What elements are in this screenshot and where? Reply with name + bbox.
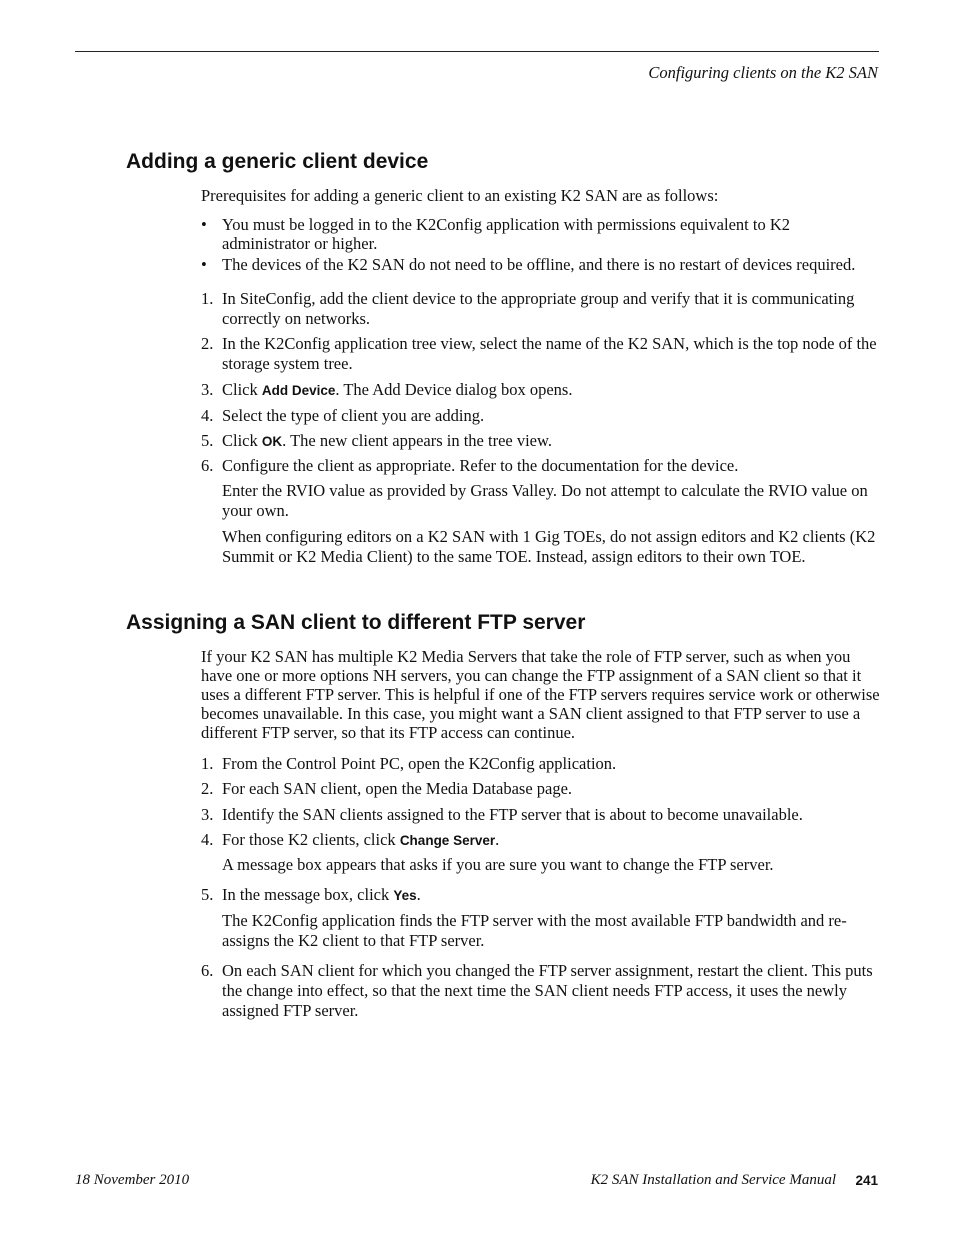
ui-label-yes: Yes — [393, 888, 417, 903]
step-text: Select the type of client you are adding. — [222, 406, 485, 425]
step-number: 5. — [201, 431, 214, 450]
step-text-post: . The new client appears in the tree view. — [282, 431, 552, 450]
step-note: The K2Config application finds the FTP server with the most available FTP bandwidth and re-assigns the K2 client to that FTP server. — [222, 911, 847, 950]
bullet-text: You must be logged in to the K2Config application with permissions equivalent to K2 administrator or higher. — [222, 215, 790, 253]
step-item — [201, 805, 881, 825]
bullet-mark: • — [201, 255, 207, 274]
step-note: A message box appears that asks if you are sure you want to change the FTP server. — [222, 855, 774, 874]
step-item — [201, 885, 881, 906]
step-item — [201, 961, 881, 1021]
bullet-text: The devices of the K2 SAN do not need to be offline, and there is no restart of devices required. — [222, 255, 856, 274]
step-text: Identify the SAN clients assigned to the FTP server that is about to become unavailable. — [222, 805, 803, 824]
footer-date: 18 November 2010 — [75, 1172, 190, 1188]
step-number: 2. — [201, 779, 214, 798]
step-number: 3. — [201, 380, 214, 399]
step-item — [201, 406, 881, 426]
ui-label-change-server: Change Server — [399, 833, 496, 848]
step-text: Configure the client as appropriate. Refer to the documentation for the device. — [222, 456, 739, 475]
step-text — [222, 431, 881, 452]
footer-manual-title: K2 SAN Installation and Service Manual — [590, 1172, 836, 1188]
step-text-post: . — [416, 885, 421, 904]
step-note: Enter the RVIO value as provided by Grass Valley. Do not attempt to calculate the RVIO value on your own. — [222, 481, 868, 520]
step-number: 1. — [201, 754, 214, 773]
step-item — [201, 830, 881, 851]
section-heading-generic-client: Adding a generic client device — [126, 150, 429, 173]
step-text: On each SAN client for which you changed the FTP server assignment, restart the client. This puts the change into effect, so that the next time the SAN client needs FTP access, it uses the newly assigned FTP server. — [222, 961, 873, 1020]
step-item — [201, 754, 881, 774]
step-text: In the K2Config application tree view, select the name of the K2 SAN, which is the top node of the storage system tree. — [222, 334, 877, 373]
step-number: 4. — [201, 830, 214, 849]
step-text-pre: Click — [222, 380, 262, 399]
ui-label-ok: OK — [261, 434, 283, 449]
step-text: In SiteConfig, add the client device to the appropriate group and verify that it is communicating correctly on networks. — [222, 289, 855, 328]
step-text — [222, 380, 881, 401]
section-heading-ftp-server: Assigning a SAN client to different FTP server — [126, 611, 586, 634]
step-text — [222, 885, 881, 906]
page-number: 241 — [855, 1173, 878, 1188]
step-item — [201, 380, 881, 401]
running-header: Configuring clients on the K2 SAN — [648, 63, 878, 82]
section2-intro: If your K2 SAN has multiple K2 Media Servers that take the role of FTP server, such as when you have one or more options NH servers, you can change the FTP assignment of a SAN client so that it uses a different FTP server. This is helpful if one of the FTP servers requires service work or otherwise becomes unavailable. In this case, you might want a SAN client assigned to that FTP server to use a different FTP server, so that its FTP access can continue. — [201, 647, 880, 742]
step-number: 2. — [201, 334, 214, 353]
section1-intro: Prerequisites for adding a generic client to an existing K2 SAN are as follows: — [201, 186, 719, 205]
step-item — [201, 334, 881, 374]
step-item — [201, 431, 881, 452]
step-item — [201, 456, 881, 476]
step-item — [201, 289, 881, 329]
step-text-pre: In the message box, click — [222, 885, 394, 904]
step-note: When configuring editors on a K2 SAN with 1 Gig TOEs, do not assign editors and K2 clients (K2 Summit or K2 Media Client) to the same TOE. Instead, assign editors to their own TOE. — [222, 527, 876, 566]
bullet-mark: • — [201, 215, 207, 234]
step-number: 6. — [201, 961, 214, 980]
header-rule — [75, 51, 879, 52]
step-number: 6. — [201, 456, 214, 475]
step-text-post: . — [495, 830, 500, 849]
ui-label-add-device: Add Device — [261, 383, 336, 398]
step-item — [201, 779, 881, 799]
step-text-post: . The Add Device dialog box opens. — [335, 380, 573, 399]
step-text: From the Control Point PC, open the K2Config application. — [222, 754, 617, 773]
step-text — [222, 830, 881, 851]
step-text-pre: Click — [222, 431, 262, 450]
bullet-item — [201, 255, 881, 275]
step-number: 4. — [201, 406, 214, 425]
step-number: 3. — [201, 805, 214, 824]
step-text: For each SAN client, open the Media Database page. — [222, 779, 573, 798]
step-text-pre: For those K2 clients, click — [222, 830, 400, 849]
step-number: 1. — [201, 289, 214, 308]
bullet-item — [201, 215, 881, 253]
step-number: 5. — [201, 885, 214, 904]
